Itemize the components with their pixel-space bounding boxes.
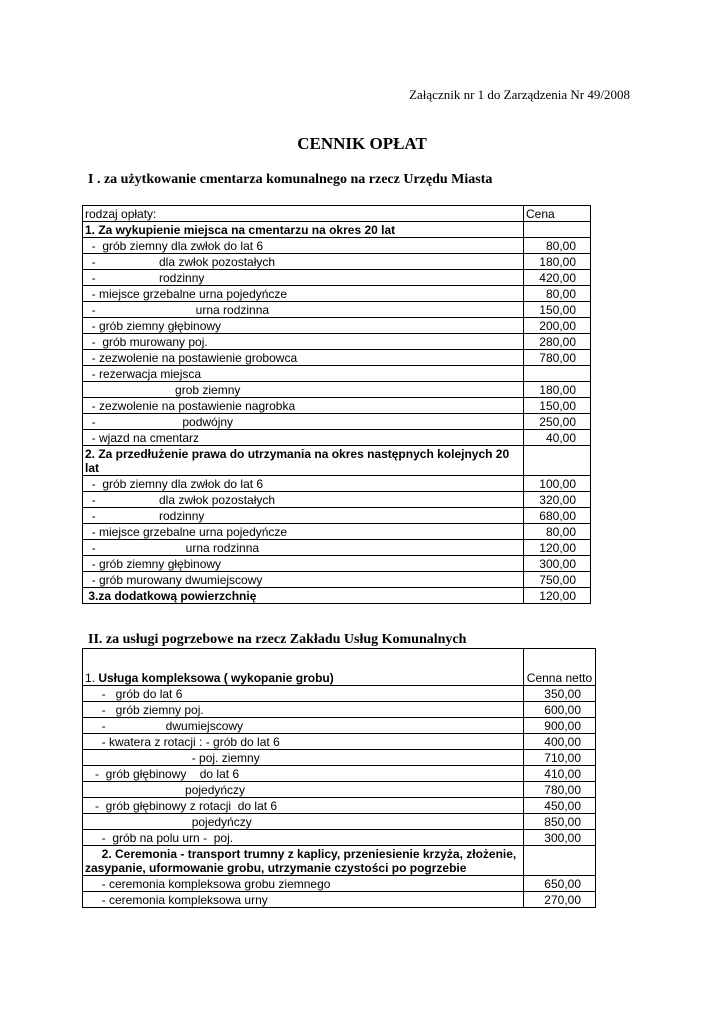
group-row [83, 446, 591, 476]
table-row [83, 524, 591, 540]
row-price: 650,00 [524, 876, 596, 892]
row-price: 710,00 [524, 750, 596, 766]
page-title: CENNIK OPŁAT [297, 134, 427, 153]
row-label: - grób ziemny dla zwłok do lat 6 [83, 238, 524, 254]
row-label: - rodzinny [83, 508, 524, 524]
row-label: - miejsce grzebalne urna pojedyńcze [83, 286, 524, 302]
row-price: 600,00 [524, 702, 596, 718]
table-row [83, 876, 596, 892]
group-2-label: 2. Za przedłużenie prawa do utrzymania na okres następnych kolejnych 20 lat [83, 446, 524, 476]
table-row [83, 830, 596, 846]
row-price: 180,00 [524, 382, 591, 398]
group-row [83, 222, 591, 238]
row-price: 40,00 [524, 430, 591, 446]
table-row [83, 318, 591, 334]
table-row [83, 718, 596, 734]
row-price: 300,00 [524, 830, 596, 846]
row-label: - grób ziemny poj. [83, 702, 524, 718]
table-row [83, 430, 591, 446]
table-row [83, 814, 596, 830]
table-row [83, 350, 591, 366]
table-row [83, 254, 591, 270]
table-row [83, 492, 591, 508]
table-header-row [83, 206, 591, 222]
row-label: - ceremonia kompleksowa grobu ziemnego [83, 876, 524, 892]
table-row [83, 302, 591, 318]
table-row [83, 556, 591, 572]
table-row [83, 572, 591, 588]
service-1-label [83, 649, 524, 686]
table-row [83, 798, 596, 814]
row-label: - ceremonia kompleksowa urny [83, 892, 524, 908]
row-price: 400,00 [524, 734, 596, 750]
table-row [83, 270, 591, 286]
row-label: - zezwolenie na postawienie grobowca [83, 350, 524, 366]
header-type: rodzaj opłaty: [83, 206, 524, 222]
row-label: - kwatera z rotacji : - grób do lat 6 [83, 734, 524, 750]
table-row [83, 286, 591, 302]
table-row [83, 476, 591, 492]
row-price: 80,00 [524, 238, 591, 254]
row-label: - dwumiejscowy [83, 718, 524, 734]
row-price: 780,00 [524, 350, 591, 366]
row-price: 150,00 [524, 398, 591, 414]
row-label: - rezerwacja miejsca [83, 366, 524, 382]
row-label: - grób ziemny głębinowy [83, 556, 524, 572]
row-label: - zezwolenie na postawienie nagrobka [83, 398, 524, 414]
row-label: pojedyńczy [83, 814, 524, 830]
table-row [83, 382, 591, 398]
row-price: 850,00 [524, 814, 596, 830]
group-3-label: 3.za dodatkową powierzchnię [83, 588, 524, 604]
cemetery-fees-table [82, 205, 591, 604]
row-label: - urna rodzinna [83, 302, 524, 318]
funeral-services-table [82, 648, 596, 908]
row-price: 350,00 [524, 686, 596, 702]
row-price: 750,00 [524, 572, 591, 588]
group-row [83, 846, 596, 876]
row-label: - grób głębinowy do lat 6 [83, 766, 524, 782]
row-label: - grób głębinowy z rotacji do lat 6 [83, 798, 524, 814]
table-row [83, 702, 596, 718]
row-label: - grób murowany poj. [83, 334, 524, 350]
group-row [83, 588, 591, 604]
table-row [83, 750, 596, 766]
row-label: - dla zwłok pozostałych [83, 492, 524, 508]
row-price: 300,00 [524, 556, 591, 572]
row-price: 410,00 [524, 766, 596, 782]
annex-reference: Załącznik nr 1 do Zarządzenia Nr 49/2008 [409, 87, 630, 102]
row-label: - miejsce grzebalne urna pojedyńcze [83, 524, 524, 540]
row-price: 250,00 [524, 414, 591, 430]
service-1-number: 1. [85, 671, 99, 685]
table-row [83, 782, 596, 798]
header-price: Cenna netto [524, 649, 596, 686]
row-price: 150,00 [524, 302, 591, 318]
section-1-heading: I . za użytkowanie cmentarza komunalnego na rzecz Urzędu Miasta [88, 172, 493, 187]
table-row [83, 238, 591, 254]
table-row [83, 508, 591, 524]
table-row [83, 540, 591, 556]
row-price: 320,00 [524, 492, 591, 508]
row-label: - urna rodzinna [83, 540, 524, 556]
row-price: 100,00 [524, 476, 591, 492]
service-2-label: 2. Ceremonia - transport trumny z kaplicy, przeniesienie krzyża, złożenie, zasypanie, uformowanie grobu, utrzymanie czystości po pogrzebie [83, 846, 524, 876]
row-label: - grób murowany dwumiejscowy [83, 572, 524, 588]
row-label: grob ziemny [83, 382, 524, 398]
row-price: 80,00 [524, 286, 591, 302]
table-header-row [83, 649, 596, 686]
empty-cell [524, 846, 596, 876]
row-price: 280,00 [524, 334, 591, 350]
row-label: - dla zwłok pozostałych [83, 254, 524, 270]
row-price: 120,00 [524, 540, 591, 556]
row-price: 780,00 [524, 782, 596, 798]
table-row [83, 398, 591, 414]
row-label: - grób do lat 6 [83, 686, 524, 702]
row-price: 680,00 [524, 508, 591, 524]
row-price: 200,00 [524, 318, 591, 334]
table-row [83, 334, 591, 350]
table-row [83, 734, 596, 750]
service-1-title: Usługa kompleksowa ( wykopanie grobu) [98, 671, 334, 685]
row-label: - poj. ziemny [83, 750, 524, 766]
row-price: 420,00 [524, 270, 591, 286]
row-label: - rodzinny [83, 270, 524, 286]
row-price: 450,00 [524, 798, 596, 814]
row-price [524, 366, 591, 382]
table-row [83, 766, 596, 782]
section-2-heading: II. za usługi pogrzebowe na rzecz Zakładu Usług Komunalnych [88, 632, 467, 647]
row-label: - wjazd na cmentarz [83, 430, 524, 446]
row-price: 270,00 [524, 892, 596, 908]
row-price: 900,00 [524, 718, 596, 734]
row-label: - grób na polu urn - poj. [83, 830, 524, 846]
header-price: Cena [524, 206, 591, 222]
row-label: - podwójny [83, 414, 524, 430]
table-row [83, 892, 596, 908]
empty-cell [524, 222, 591, 238]
group-3-price: 120,00 [524, 588, 591, 604]
table-row [83, 366, 591, 382]
row-label: - grób ziemny głębinowy [83, 318, 524, 334]
table-row [83, 686, 596, 702]
row-label: - grób ziemny dla zwłok do lat 6 [83, 476, 524, 492]
group-1-label: 1. Za wykupienie miejsca na cmentarzu na okres 20 lat [83, 222, 524, 238]
table-row [83, 414, 591, 430]
row-price: 80,00 [524, 524, 591, 540]
empty-cell [524, 446, 591, 476]
row-label: pojedyńczy [83, 782, 524, 798]
row-price: 180,00 [524, 254, 591, 270]
